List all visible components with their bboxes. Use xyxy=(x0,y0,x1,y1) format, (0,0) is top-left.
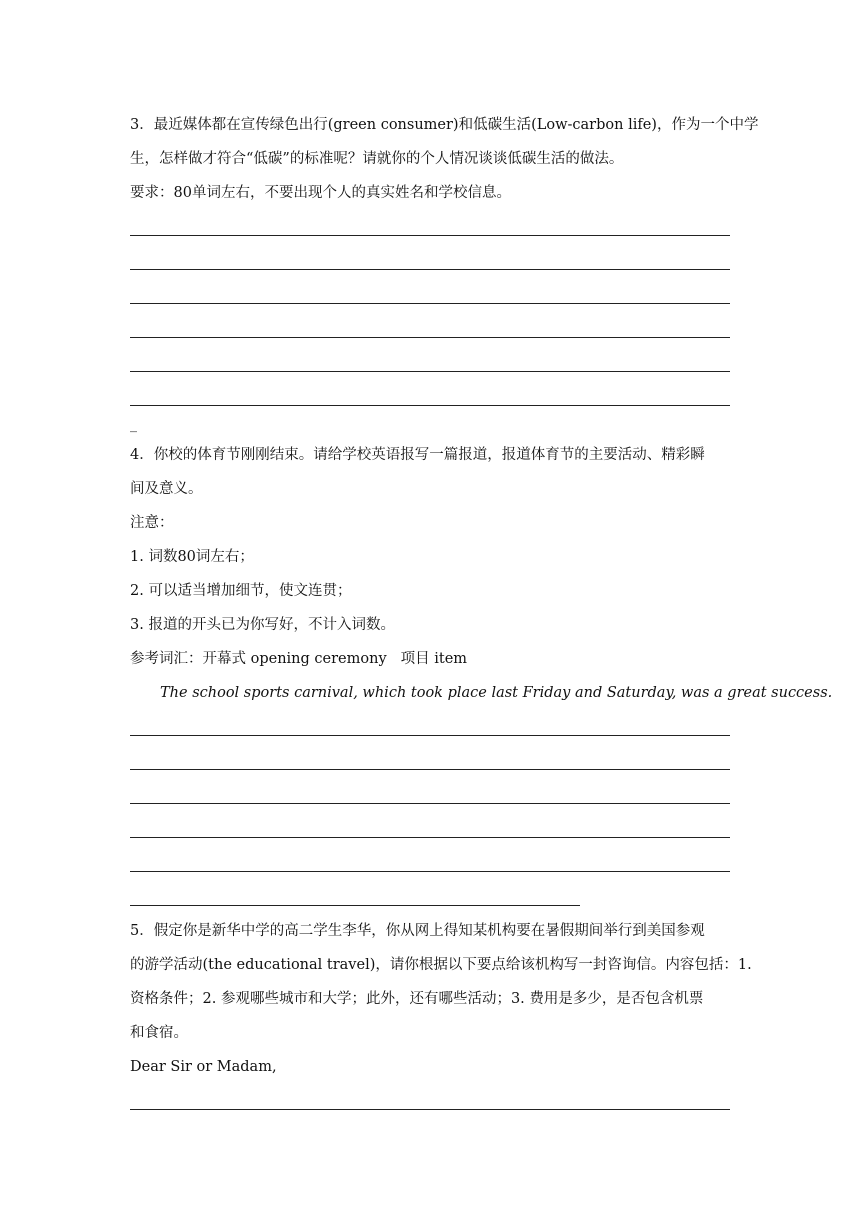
q4-rule-1: 1. 词数80词左右； xyxy=(130,549,254,565)
q5-prompt-line-2: 的游学活动(the educational travel)，请你根据以下要点给该机构写一封咨询信。内容包括：1. xyxy=(130,957,752,973)
q5-salutation: Dear Sir or Madam, xyxy=(130,1059,277,1075)
q3-answer-line[interactable] xyxy=(130,312,730,346)
q3-answer-line[interactable] xyxy=(130,346,730,380)
q4-answer-line[interactable] xyxy=(130,744,730,778)
q4-answer-line[interactable] xyxy=(130,812,730,846)
q4-vocab-opening-ceremony: 参考词汇：开幕式 opening ceremony xyxy=(130,651,387,667)
q3-requirement: 要求：80单词左右，不要出现个人的真实姓名和学校信息。 xyxy=(130,185,511,201)
q5-prompt-line-4: 和食宿。 xyxy=(130,1025,188,1041)
q5-prompt-line-1: 5．假定你是新华中学的高二学生李华，你从网上得知某机构要在暑假期间举行到美国参观 xyxy=(130,923,705,939)
q3-prompt-line-2: 生，怎样做才符合“低碳”的标准呢？请就你的个人情况谈谈低碳生活的做法。 xyxy=(130,151,624,167)
q4-answer-line[interactable] xyxy=(130,710,730,744)
q3-answer-line[interactable] xyxy=(130,380,730,414)
worksheet-content xyxy=(130,108,833,1118)
q3-trailing-mark: _ xyxy=(130,417,137,433)
q4-prompt-line-2: 间及意义。 xyxy=(130,481,203,497)
q4-answer-line[interactable] xyxy=(130,846,730,880)
q4-prompt-line-1: 4．你校的体育节刚刚结束。请给学校英语报写一篇报道，报道体育节的主要活动、精彩瞬 xyxy=(130,447,705,463)
q3-prompt-line-1: 3．最近媒体都在宣传绿色出行(green consumer)和低碳生活(Low-carbon life)，作为一个中学 xyxy=(130,117,759,133)
q3-answer-line[interactable] xyxy=(130,210,730,244)
q4-answer-line-short[interactable] xyxy=(130,880,730,914)
q4-answer-line[interactable] xyxy=(130,778,730,812)
q4-opening-sentence: The school sports carnival, which took place last Friday and Saturday, was a great success. xyxy=(160,685,833,701)
q4-note-label: 注意： xyxy=(130,515,174,531)
q4-rule-3: 3. 报道的开头已为你写好，不计入词数。 xyxy=(130,617,395,633)
q4-vocab-item: 项目 item xyxy=(400,651,468,667)
q4-vocabulary xyxy=(130,642,730,676)
q4-rule-2: 2. 可以适当增加细节，使文连贯； xyxy=(130,583,352,599)
q3-answer-line[interactable] xyxy=(130,278,730,312)
q5-prompt-line-3: 资格条件；2. 参观哪些城市和大学；此外，还有哪些活动；3. 费用是多少，是否包含机票 xyxy=(130,991,704,1007)
q5-answer-line[interactable] xyxy=(130,1084,730,1118)
q3-answer-line[interactable] xyxy=(130,244,730,278)
